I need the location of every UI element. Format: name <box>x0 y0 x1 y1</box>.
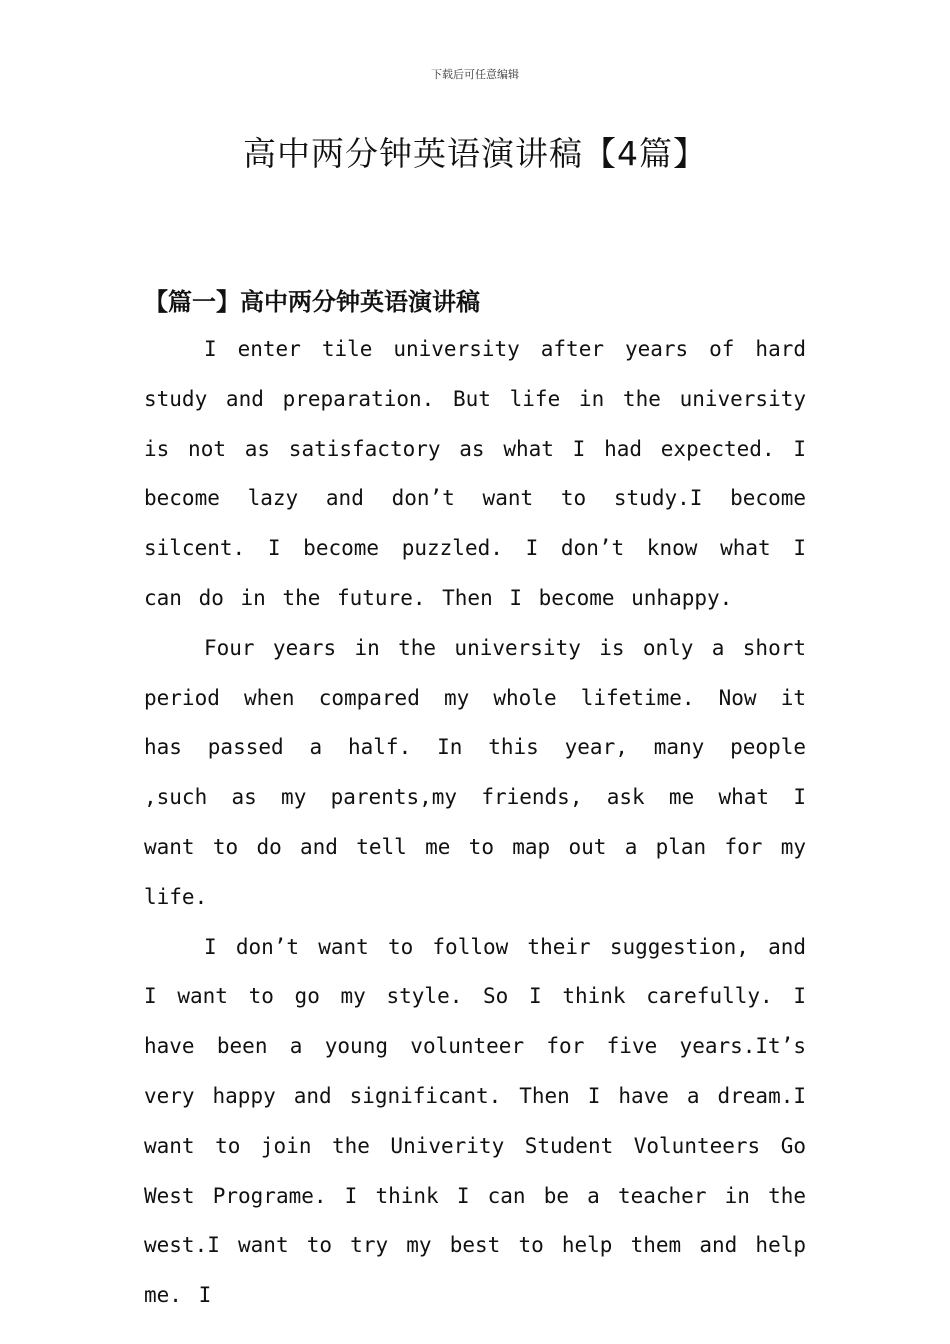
header-note: 下载后可任意编辑 <box>431 68 519 81</box>
paragraph-3: I don’t want to follow their suggestion, and I want to go my style. So I think carefully. I have been a young volunteer for five years.It’s very happy and significant. Then I have a dream.I want to join the Univerity Student Volunteers Go West Programe. I think I can be a teacher in the west.I want to try my best to help them and help me. I <box>144 934 806 1308</box>
paragraph-2: Four years in the university is only a short period when compared my whole lifetime. Now it has passed a half. In this year, many people ,such as my parents,my friends, ask me what I want to do and tell me to map out a plan for my life. <box>144 635 806 909</box>
document-title: 高中两分钟英语演讲稿【4篇】 <box>243 134 707 173</box>
body-text <box>144 325 806 1321</box>
section-heading: 【篇一】高中两分钟英语演讲稿 <box>144 288 480 316</box>
paragraph-1: I enter tile university after years of hard study and preparation. But life in the university is not as satisfactory as what I had expected. I become lazy and don’t want to study.I become silcent. I become puzzled. I don’t know what I can do in the future. Then I become unhappy. <box>144 337 806 610</box>
